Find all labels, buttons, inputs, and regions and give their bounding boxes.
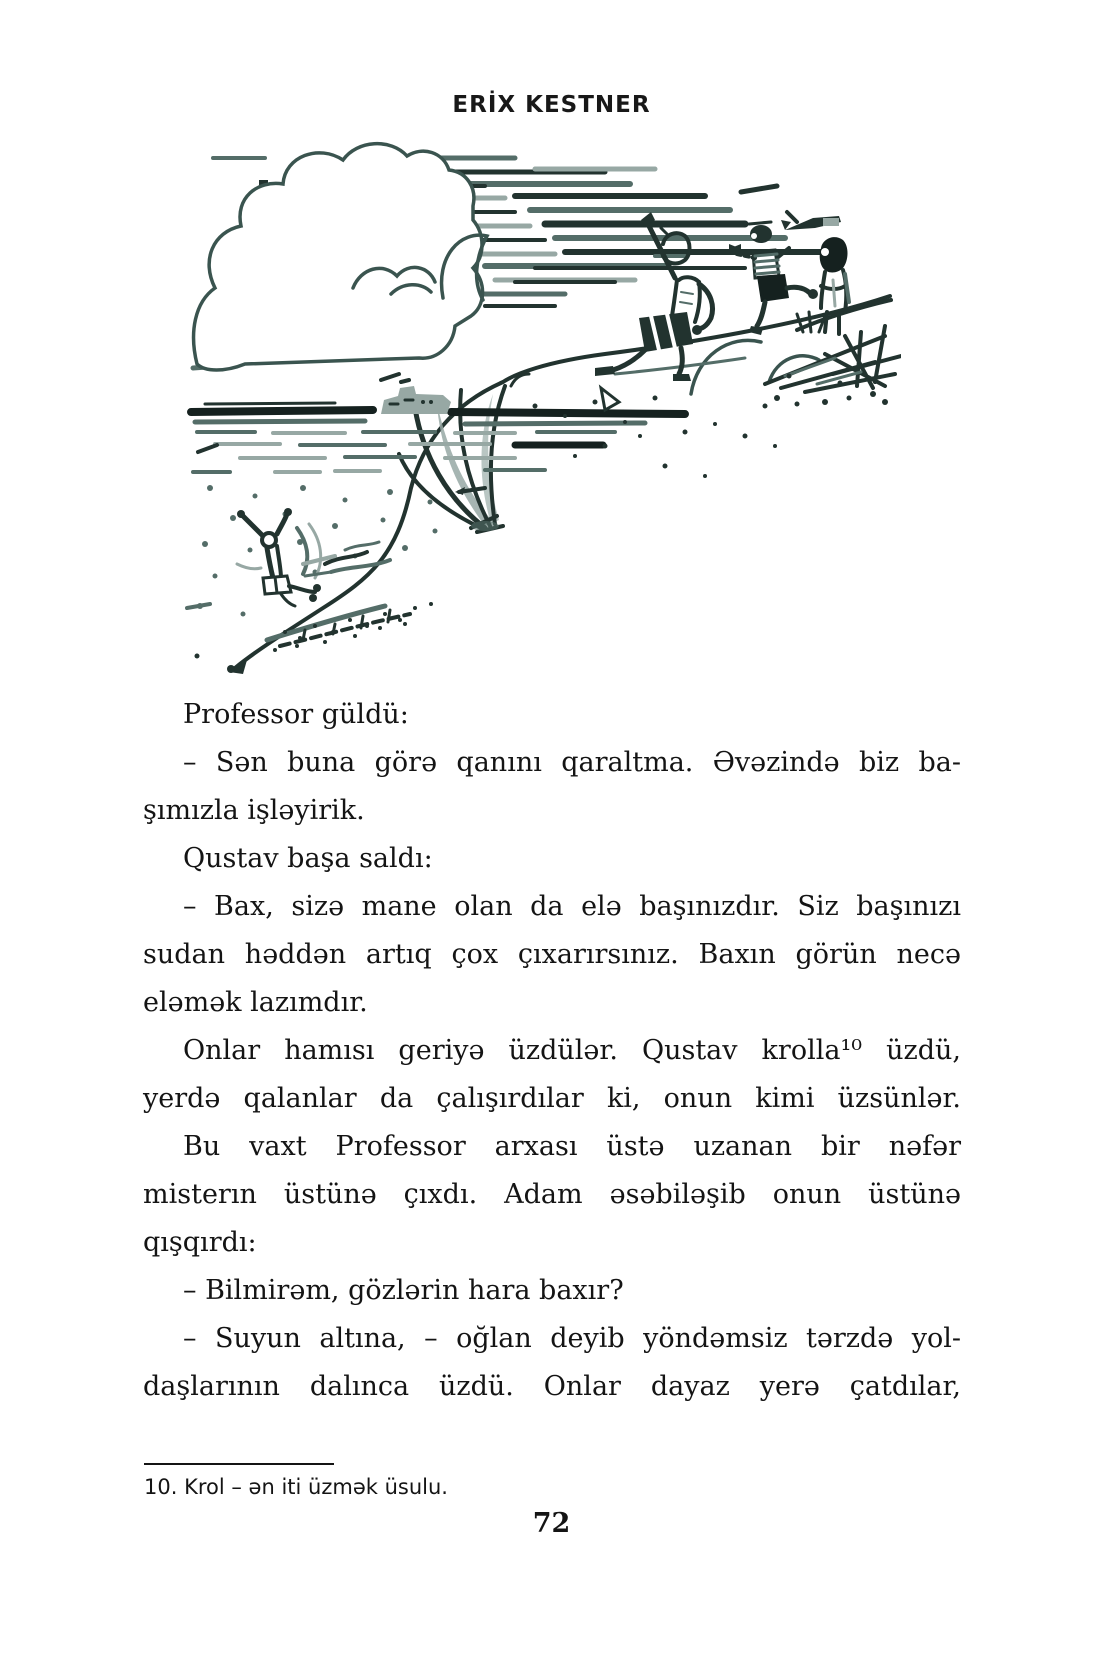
text-line: şımızla işləyirik.: [143, 795, 365, 826]
text-line: Qustav başa saldı:: [183, 843, 433, 874]
sand-dots: [533, 396, 778, 479]
footnote-divider: [144, 1463, 334, 1465]
text-line: eləmək lazımdır.: [143, 987, 368, 1018]
text-line: yerdə qalanlar da çalışırdılar ki, onun kimi üzsünlər.: [143, 1083, 961, 1114]
text-line: – Suyun altına, – oğlan deyib yöndəmsiz tərzdə yol-: [183, 1323, 961, 1354]
page-number: 72: [532, 1508, 571, 1539]
text-line: – Bax, sizə mane olan da elə başınızdır. Siz başınızı: [183, 891, 961, 922]
text-line: sudan həddən artıq çox çıxarırsınız. Baxın görün necə: [143, 939, 961, 970]
shore-gravel: [195, 602, 434, 659]
running-header: ERİX KESTNER: [452, 92, 651, 118]
text-line: Professor güldü:: [183, 699, 409, 730]
text-line: Bu vaxt Professor arxası üstə uzanan bir nəfər: [183, 1131, 961, 1162]
text-line: misterın üstünə çıxdı. Adam əsəbiləşib onun üstünə: [143, 1179, 961, 1210]
steamship: [381, 374, 451, 414]
beach-illustration: [185, 136, 901, 676]
text-line: Onlar hamısı geriyə üzdülər. Qustav krolla¹⁰ üzdü,: [183, 1035, 961, 1066]
text-line: qışqırdı:: [143, 1227, 257, 1258]
text-line: daşlarının dalınca üzdü. Onlar dayaz yerə çatdılar,: [143, 1371, 961, 1402]
text-line: – Sən buna görə qanını qaraltma. Əvəzində biz ba-: [183, 747, 961, 778]
beach-illustration-svg: [185, 136, 901, 676]
body-text: [143, 691, 961, 1411]
text-line: – Bilmirəm, gözlərin hara baxır?: [183, 1275, 624, 1306]
swimmer-figure: [237, 508, 335, 606]
footnote-text: 10. Krol – ən iti üzmək üsulu.: [144, 1475, 448, 1499]
